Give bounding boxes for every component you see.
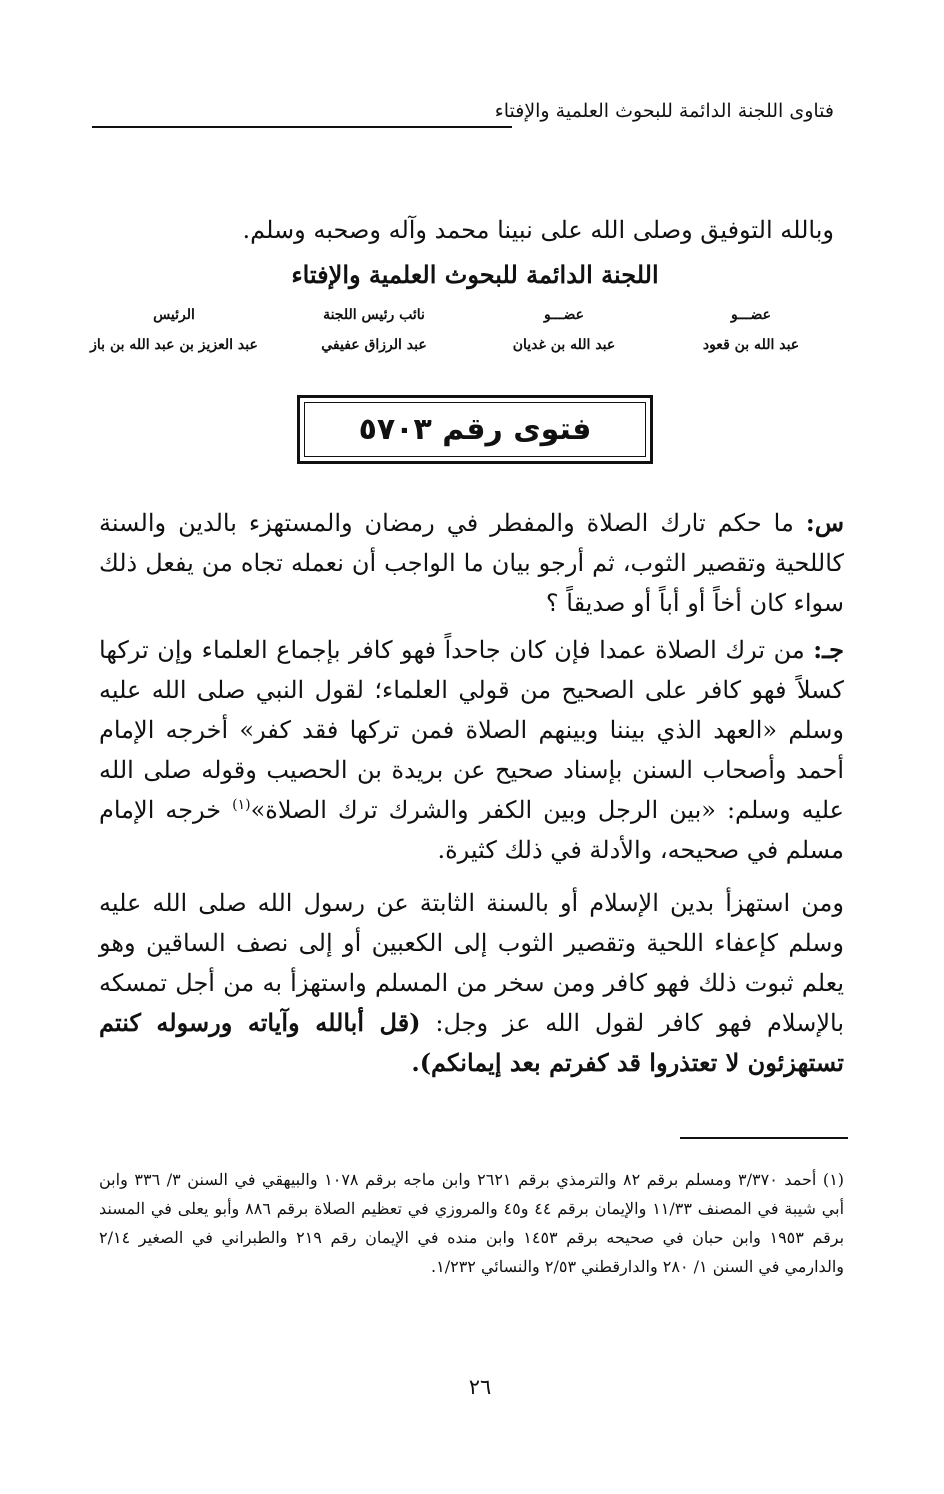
footnote-rule [680, 1137, 848, 1139]
answer-text-1: من ترك الصلاة عمدا فإن كان جاحداً فهو كافر بإجماع العلماء وإن تركها كسلاً فهو كافر على الصحيح من قولي العلماء؛ لقول النبي صلى الله عليه وسلم «العهد الذي بيننا وبينهم الصلاة فمن تركها فقد كفر» أخرجه الإمام أحمد وأصحاب السنن بإسناد صحيح عن بريدة بن الحصيب وقوله صلى الله عليه وسلم: «بين الرجل وبين الكفر والشرك ترك الصلاة» [99, 636, 844, 824]
page-number: ٢٦ [468, 1375, 492, 1399]
signatory-role: الرئيس [153, 307, 195, 323]
signatory-name: عبد الله بن غديان [512, 337, 616, 353]
running-header: فتاوى اللجنة الدائمة للبحوث العلمية والإفتاء [494, 100, 834, 122]
closing-line: وبالله التوفيق وصلى الله على نبينا محمد وآله وصحبه وسلم. [242, 216, 834, 244]
footnote: (١) أحمد ٣/٣٧٠ ومسلم برقم ٨٢ والترمذي برقم ٢٦٢١ وابن ماجه برقم ١٠٧٨ والبيهقي في السنن ٣/ ٣٣٦ وابن أبي شيبة في المصنف ١١/٣٣ والإيمان برقم ٤٤ و٤٥ والمروزي في تعظيم الصلاة برقم ٨٨٦ وأبو يعلى في المسند برقم ١٩٥٣ وابن حبان في صحيحه برقم ١٤٥٣ وابن منده في الإيمان رقم ٢١٩ والطبراني في الصغير ٢/١٤ والدارمي في السنن ١/ ٢٨٠ والدارقطني ٢/٥٣ والنسائي ١/٢٣٢. [99, 1170, 845, 1276]
signatory-chair [64, 300, 284, 360]
quran-quote: (قل أبالله وآياته ورسوله كنتم تستهزئون لا تعتذروا قد كفرتم بعد إيمانكم). [99, 1008, 844, 1077]
question-label: س: [805, 508, 844, 537]
answer-paragraph-2 [99, 883, 844, 1083]
question-paragraph [99, 503, 844, 623]
answer-label: جـ: [813, 635, 844, 664]
signatory-name: عبد العزيز بن عبد الله بن باز [90, 337, 258, 353]
fatwa-title-box [297, 395, 653, 464]
answer-text-1-tail: خرجه الإمام مسلم في صحيحه، والأدلة في ذلك كثيرة. [99, 796, 844, 864]
question-text: ما حكم تارك الصلاة والمفطر في رمضان والمستهزء بالدين والسنة كاللحية وتقصير الثوب، ثم أرجو بيان ما الواجب أن نعمله تجاه من يفعل ذلك سواء كان أخاً أو أباً أو صديقاً ؟ [99, 509, 844, 617]
header-rule [92, 126, 512, 128]
signatory-name: عبد الله بن قعود [702, 337, 800, 353]
signatory-member-1 [676, 300, 826, 360]
signatory-role: نائب رئيس اللجنة [323, 307, 425, 323]
signatory-member-2 [489, 300, 639, 360]
signatory-vice-chair [294, 300, 454, 360]
answer-paragraph-1 [99, 630, 844, 870]
signatory-role: عضـــو [730, 307, 772, 323]
signatory-name: عبد الرزاق عفيفي [321, 337, 427, 353]
fatwa-title: فتوى رقم ٥٧٠٣ [358, 412, 592, 447]
signatory-role: عضـــو [543, 307, 585, 323]
committee-name: اللجنة الدائمة للبحوث العلمية والإفتاء [291, 260, 659, 289]
footnote-reference: (١) [232, 797, 251, 813]
answer-text-2: ومن استهزأ بدين الإسلام أو بالسنة الثابتة عن رسول الله صلى الله عليه وسلم كإعفاء اللحية وتقصير الثوب إلى الكعبين أو إلى نصف الساقين وهو يعلم ثبوت ذلك فهو كافر ومن سخر من المسلم واستهزأ به من أجل تمسكه بالإسلام فهو كافر لقول الله عز وجل: [99, 889, 845, 1037]
